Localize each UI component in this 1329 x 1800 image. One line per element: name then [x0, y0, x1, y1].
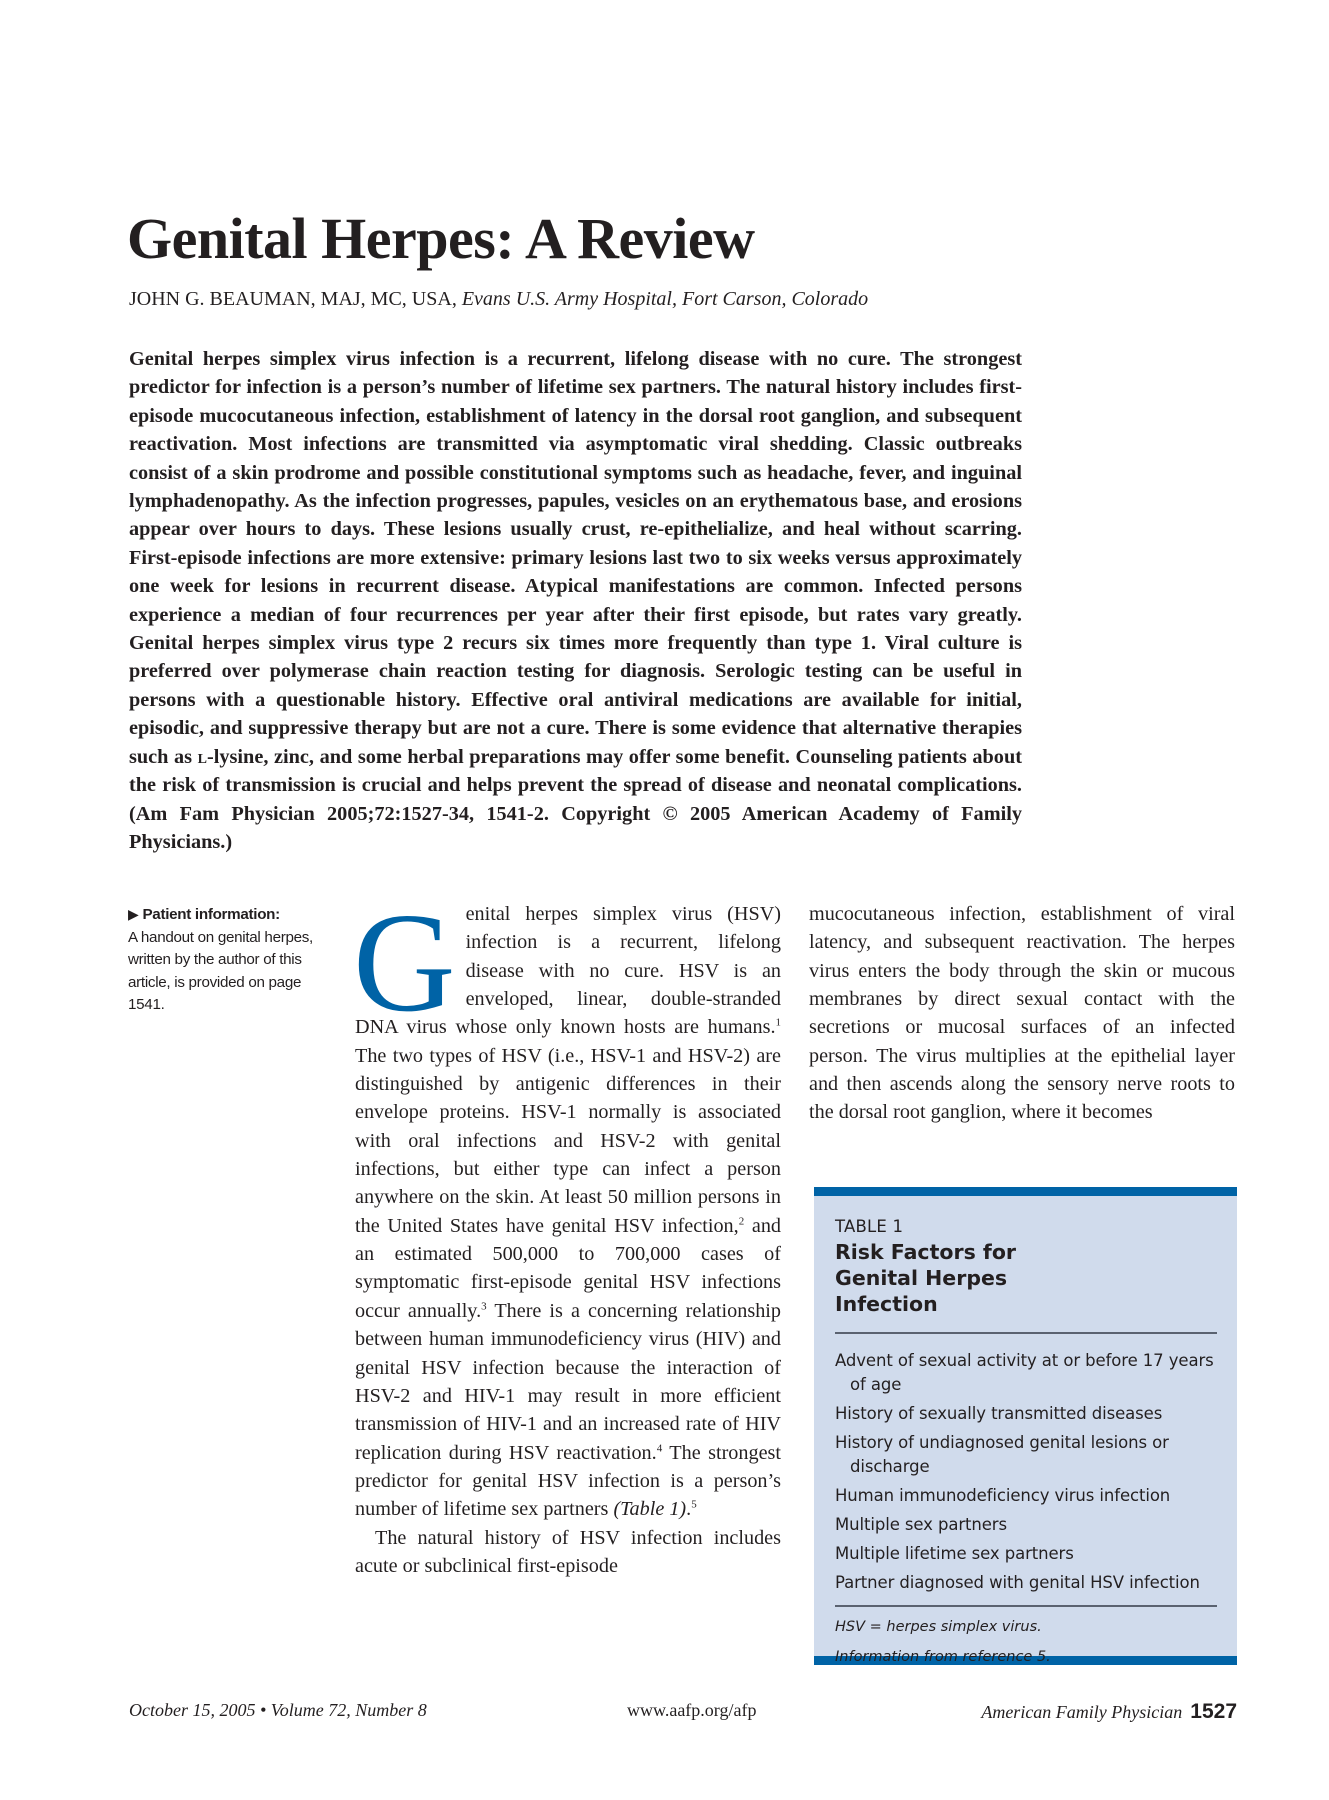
reference-marker: 2 [738, 1215, 745, 1228]
table-item: Multiple lifetime sex partners [835, 1544, 1074, 1563]
table-label: TABLE 1 [835, 1217, 904, 1236]
footer-journal [981, 1700, 1237, 1724]
body-text: The strongest predictor for genital HSV infection is a person’s number of lifetime sex partners [355, 1441, 781, 1521]
body-paragraph-2-start: The natural history of HSV infection includes acute or subclinical first-episode [355, 1526, 781, 1577]
reference-marker: 1 [775, 1016, 781, 1029]
patient-info-sidebar [128, 903, 328, 1017]
reference-marker: 5 [691, 1498, 697, 1511]
table-item: Human immunodeficiency virus infection [835, 1486, 1171, 1505]
footer-issue: October 15, 2005 • Volume 72, Number 8 [129, 1700, 427, 1720]
drop-cap: G [353, 883, 456, 1041]
table-title: Risk Factors for Genital Herpes Infection [835, 1240, 1017, 1316]
table-item: Advent of sexual activity at or before 17 years of age [835, 1351, 1214, 1394]
byline [129, 288, 868, 311]
body-column-middle [353, 883, 782, 1580]
article-title: Genital Herpes: A Review [127, 206, 755, 271]
body-text: enital herpes simplex virus (HSV) infection is a recurrent, lifelong disease with no cure. HSV is an enveloped, linear, double-stranded DNA virus whose only known hosts are humans. [355, 903, 781, 1039]
body-text: The two types of HSV (i.e., HSV-1 and HSV-2) are distinguished by antigenic differences in their envelope proteins. HSV-1 normally is associated with oral infections and HSV-2 with genital infections, but either type can infect a person anywhere on the skin. At least 50 million persons in the United States have genital HSV infection, [355, 1044, 781, 1237]
abstract-smallcaps: l [197, 745, 207, 768]
journal-name: American Family Physician [981, 1702, 1183, 1722]
body-paragraph-1 [353, 883, 782, 1524]
table-source: Information from reference 5. [835, 1649, 1051, 1665]
table-item: Partner diagnosed with genital HSV infection [835, 1573, 1200, 1592]
body-paragraph-2-continued: mucocutaneous infection, establishment of viral latency, and subsequent reactivation. The herpes virus enters the body through the skin or mucous membranes by direct sexual contact with the secretions or mucosal surfaces of an infected person. The virus multiplies at the epithelial layer and then ascends along the sensory nerve roots to the dorsal root ganglion, where it becomes [809, 903, 1235, 1124]
author: JOHN G. BEAUMAN, MAJ, MC, USA, [129, 288, 457, 310]
sidebar-label: Patient information: [142, 906, 280, 923]
abstract-part-2: -lysine, zinc, and some herbal preparations may offer some benefit. Counseling patients about the risk of transmission is crucial and helps prevent the spread of disease and neonatal complications. (Am Fam Physician 2005;72:1527-34, 1541-2. Copyright © 2005 American Academy of Family Physicians.) [129, 745, 1022, 853]
body-text: and an estimated 500,000 to 700,000 cases of symptomatic first-episode genital HSV infections occur annually. [355, 1214, 782, 1322]
table-footnote: HSV = herpes simplex virus. [835, 1619, 1042, 1635]
reference-marker: 3 [481, 1300, 487, 1313]
table-divider [835, 1605, 1217, 1607]
sidebar-text: A handout on genital herpes, written by the author of this article, is provided on page 1541. [128, 928, 313, 1013]
table-reference: (Table 1) [613, 1498, 687, 1521]
footer-url[interactable]: www.aafp.org/afp [627, 1700, 757, 1720]
abstract [129, 345, 1022, 856]
affiliation: Evans U.S. Army Hospital, Fort Carson, Colorado [461, 288, 869, 310]
body-column-right [809, 900, 1235, 1127]
table-item: History of undiagnosed genital lesions or discharge [835, 1433, 1169, 1476]
table-item: Multiple sex partners [835, 1515, 1007, 1534]
table-item: History of sexually transmitted diseases [835, 1404, 1163, 1423]
abstract-part-1: Genital herpes simplex virus infection is a recurrent, lifelong disease with no cure. The strongest predictor for infection is a person’s number of lifetime sex partners. The natural history includes first-episode mucocutaneous infection, establishment of latency in the dorsal root ganglion, and subsequent reactivation. Most infections are transmitted via asymptomatic viral shedding. Classic outbreaks consist of a skin prodrome and possible constitutional symptoms such as headache, fever, and inguinal lymphadenopathy. As the infection progresses, papules, vesicles on an erythematous base, and erosions appear over hours to days. These lesions usually crust, re-epithelialize, and heal without scarring. First-episode infections are more extensive: primary lesions last two to six weeks versus approximately one week for lesions in recurrent disease. Atypical manifestations are common. Infected persons experience a median of four recurrences per year after their first episode, but rates vary greatly. Genital herpes simplex virus type 2 recurs six times more frequently than type 1. Viral culture is preferred over polymerase chain reaction testing for diagnosis. Serologic testing can be useful in persons with a questionable history. Effective oral antiviral medications are available for initial, episodic, and suppressive therapy but are not a cure. There is some evidence that alternative therapies such as [129, 348, 1022, 768]
table-1 [814, 1187, 1237, 1665]
reference-marker: 4 [656, 1441, 663, 1454]
page-number: 1527 [1190, 1700, 1237, 1723]
table-divider [835, 1332, 1217, 1334]
triangle-right-icon: ▶ [128, 906, 139, 922]
body-text: There is a concerning relationship between human immunodeficiency virus (HIV) and genital HSV infection because the interaction of HSV-2 and HIV-1 may result in more efficient transmission of HIV-1 and an increased rate of HIV replication during HSV reactivation. [355, 1299, 781, 1464]
body-text: . [686, 1498, 692, 1521]
